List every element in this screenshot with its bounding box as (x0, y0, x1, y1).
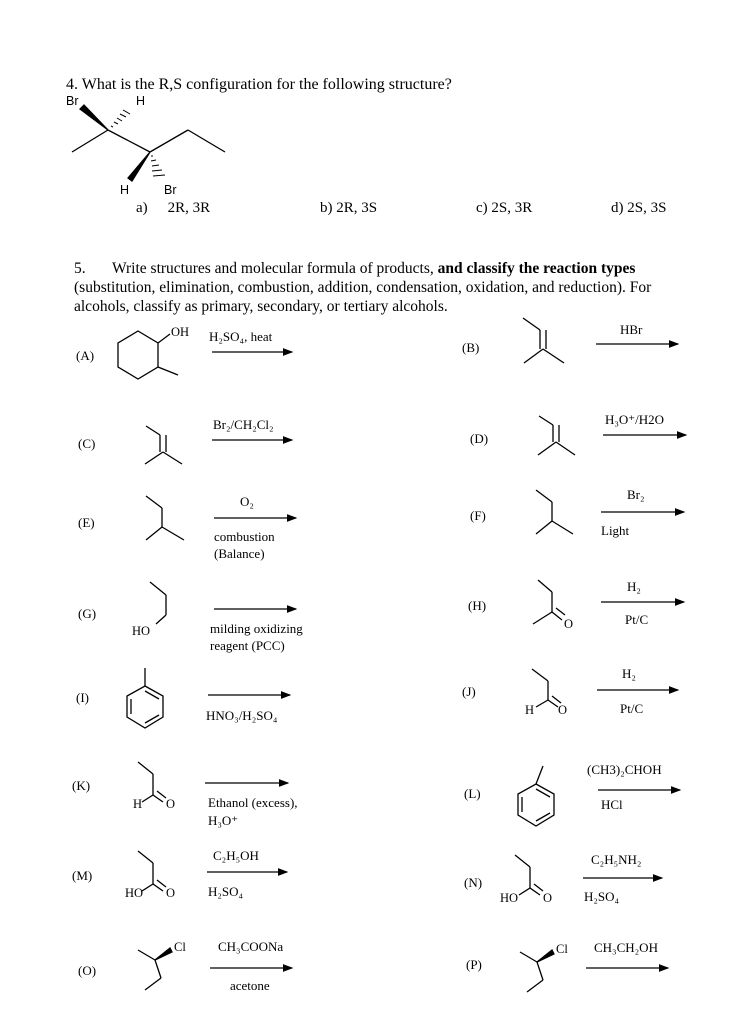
molecule-O (138, 948, 172, 990)
molecule-M (138, 851, 166, 891)
question-4: 4. What is the R,S configuration for the following structure? (66, 76, 452, 93)
label-I: (I) (76, 690, 89, 705)
J-o: O (558, 703, 568, 717)
molecule-C (145, 426, 182, 464)
molecule-B (523, 318, 564, 363)
label-M: (M) (72, 868, 93, 883)
H-o: O (564, 617, 574, 631)
molecule-K (138, 762, 166, 802)
label-H: (H) (468, 598, 487, 613)
cond-O-above: CH₃COONa (218, 939, 284, 954)
cond-F-below: Light (601, 523, 630, 538)
cond-L-above: (CH3)₂CHOH (587, 762, 662, 777)
N-o: O (543, 891, 553, 905)
q4-h-bottom: H (120, 183, 130, 197)
cond-G-below2: reagent (PCC) (210, 638, 285, 653)
question-5: 5. Write structures and molecular formula of products, and classify the reaction types (substitution, elimination, combustion, addition, condensation, oxidation, and reduction). For alcohols, classify as primary, secondary, or tertiary alcohols. (74, 260, 652, 315)
molecule-D (538, 416, 575, 455)
label-D: (D) (470, 431, 489, 446)
cond-M-below: H₂SO₄ (208, 884, 244, 899)
cond-E-below1: combustion (214, 529, 275, 544)
cond-B-above: HBr (620, 322, 643, 337)
cond-C-above: Br₂/CH₂Cl₂ (213, 417, 274, 432)
label-E: (E) (78, 515, 95, 530)
choice-a: a) 2R, 3R (136, 200, 211, 216)
cond-J-above: H₂ (622, 666, 636, 681)
q4-h-top: H (136, 94, 146, 108)
molecule-I (127, 668, 163, 728)
cond-L-below: HCl (601, 797, 623, 812)
molecule-L (518, 766, 554, 826)
label-J: (J) (462, 684, 476, 699)
M-ho: HO (125, 886, 144, 900)
A-oh: OH (171, 325, 190, 339)
cond-M-above: C₂H₅OH (213, 848, 259, 863)
cond-O-below: acetone (230, 978, 270, 993)
molecule-G (150, 582, 166, 624)
molecule-A (118, 331, 178, 379)
cond-F-above: Br₂ (627, 487, 645, 502)
choice-c: c) 2S, 3R (476, 200, 533, 216)
P-cl: Cl (556, 942, 568, 956)
label-P: (P) (466, 957, 482, 972)
cond-K-below1: Ethanol (excess), (208, 795, 298, 810)
cond-J-below: Pt/C (620, 701, 644, 716)
molecule-J (532, 669, 561, 707)
cond-I-below: HNO₃/H₂SO₄ (206, 708, 278, 723)
label-L: (L) (464, 786, 481, 801)
cond-G-below1: milding oxidizing (210, 621, 303, 636)
M-o: O (166, 886, 176, 900)
q4-br-top: Br (66, 94, 79, 108)
O-cl: Cl (174, 940, 186, 954)
q4-molecule (72, 105, 225, 181)
label-O: (O) (78, 963, 97, 978)
cond-E-below2: (Balance) (214, 546, 265, 561)
label-G: (G) (78, 606, 97, 621)
label-A: (A) (76, 348, 95, 363)
cond-N-above: C₂H₅NH₂ (591, 852, 642, 867)
cond-P-above: CH₃CH₂OH (594, 940, 658, 955)
q4-br-bottom: Br (164, 183, 177, 197)
label-N: (N) (464, 875, 483, 890)
cond-K-below2: H₃O⁺ (208, 813, 239, 828)
molecule-P (520, 950, 554, 992)
K-h: H (133, 797, 143, 811)
molecule-H (533, 580, 565, 624)
molecule-F (536, 490, 573, 534)
J-h: H (525, 703, 535, 717)
cond-H-below: Pt/C (625, 612, 649, 627)
cond-A-above: H₂SO₄, heat (209, 329, 273, 344)
G-ho: HO (132, 624, 151, 638)
cond-H-above: H₂ (627, 579, 641, 594)
molecule-N (515, 855, 543, 895)
molecule-E (146, 496, 184, 540)
choice-d: d) 2S, 3S (611, 200, 667, 216)
label-K: (K) (72, 778, 91, 793)
label-C: (C) (78, 436, 96, 451)
cond-E-above: O₂ (240, 494, 254, 509)
cond-N-below: H₂SO₄ (584, 889, 620, 904)
K-o: O (166, 797, 176, 811)
label-F: (F) (470, 508, 486, 523)
N-ho: HO (500, 891, 519, 905)
label-B: (B) (462, 340, 480, 355)
cond-D-above: H₃O⁺/H2O (605, 412, 665, 427)
choice-b: b) 2R, 3S (320, 200, 378, 216)
